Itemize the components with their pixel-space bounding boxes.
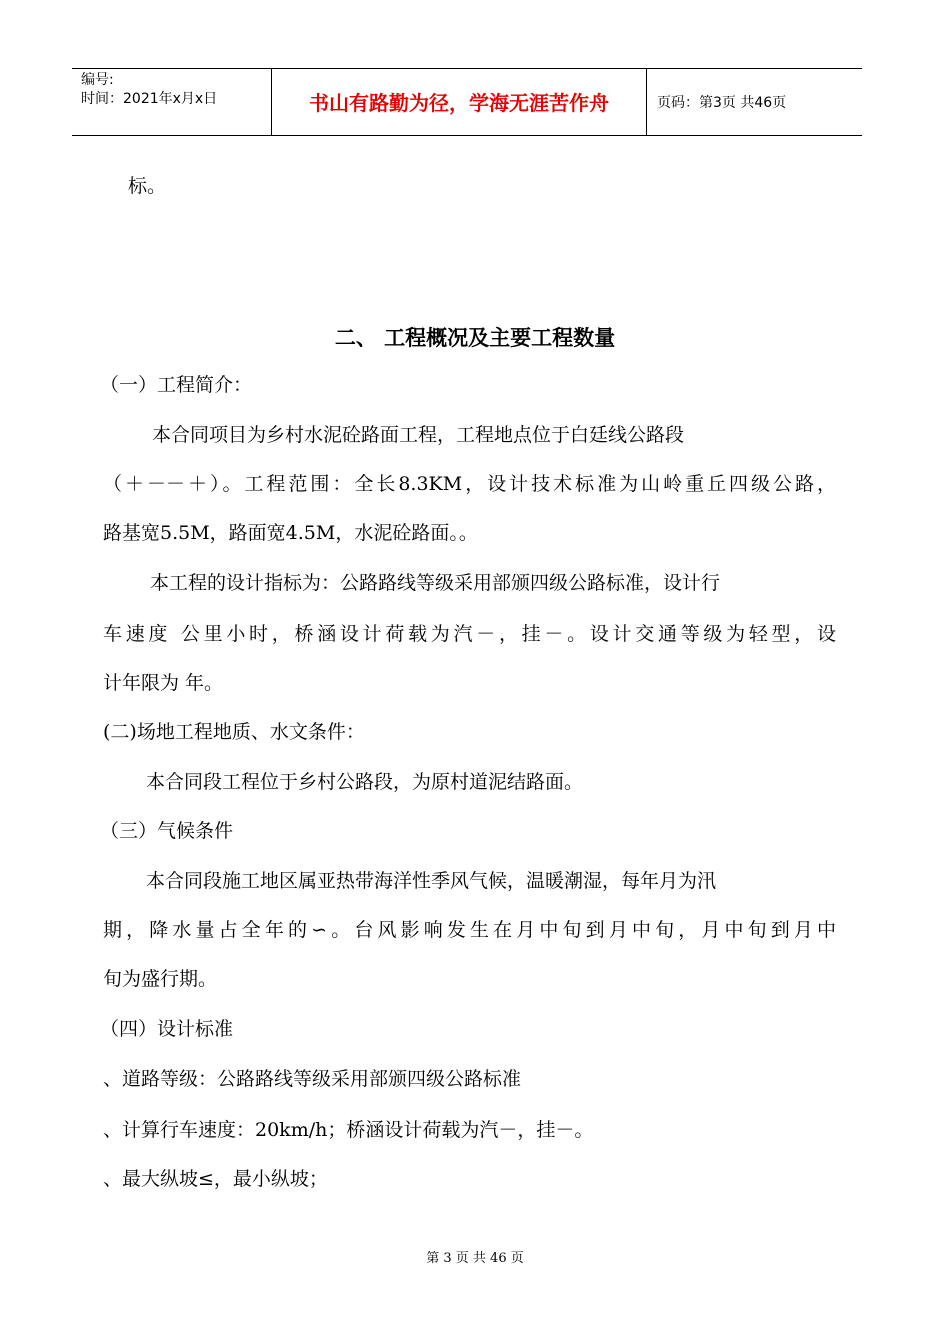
header-motto: 书山有路勤为径，学海无涯苦作舟 [272,69,647,135]
paragraph-line: 本合同段工程位于乡村公路段，为原村道泥结路面。 [146,771,584,793]
carryover-text: 标。 [128,175,167,197]
paragraph-line: 计年限为 年。 [103,672,224,694]
list-item: 、最大纵坡≤，最小纵坡； [103,1168,328,1190]
list-item: 、道路等级：公路路线等级采用部颁四级公路标准 [103,1068,522,1090]
header-meta [72,69,272,135]
paragraph-line: 期，降水量占全年的∽。台风影响发生在月中旬到月中旬，月中旬到月中 [103,919,836,941]
paragraph-line: 本工程的设计指标为：公路路线等级采用部颁四级公路标准，设计行 [150,572,721,594]
page-header [72,68,862,136]
paragraph-line: 本合同段施工地区属亚热带海洋性季风气候，温暖潮湿，每年月为汛 [146,870,717,892]
paragraph-line: 车速度 公里小时，桥涵设计荷载为汽－，挂－。设计交通等级为轻型，设 [103,623,836,645]
time-label: 时间：2021年x月x日 [81,91,218,107]
paragraph-line: 路基宽5.5M，路面宽4.5M，水泥砼路面。。 [103,522,478,544]
paragraph-line: （＋－－＋）。工程范围：全长8.3KM，设计技术标准为山岭重丘四级公路， [103,473,836,495]
subsection-heading-geology: (二)场地工程地质、水文条件： [103,721,365,743]
paragraph-line: 旬为盛行期。 [103,968,218,990]
subsection-heading-overview: （一）工程简介： [100,374,253,396]
paragraph-line: 本合同项目为乡村水泥砼路面工程，工程地点位于白廷线公路段 [152,424,685,446]
page-footer: 第 3 页 共 46 页 [426,1251,524,1266]
subsection-heading-climate: （三）气候条件 [100,820,234,842]
section-title: 二、 工程概况及主要工程数量 [334,326,616,350]
subsection-heading-standards: （四）设计标准 [100,1018,234,1040]
header-page-number: 页码：第3页 共46页 [657,95,787,111]
list-item: 、计算行车速度：20km/h；桥涵设计荷载为汽－，挂－。 [103,1119,594,1141]
number-label: 编号: [81,72,114,88]
